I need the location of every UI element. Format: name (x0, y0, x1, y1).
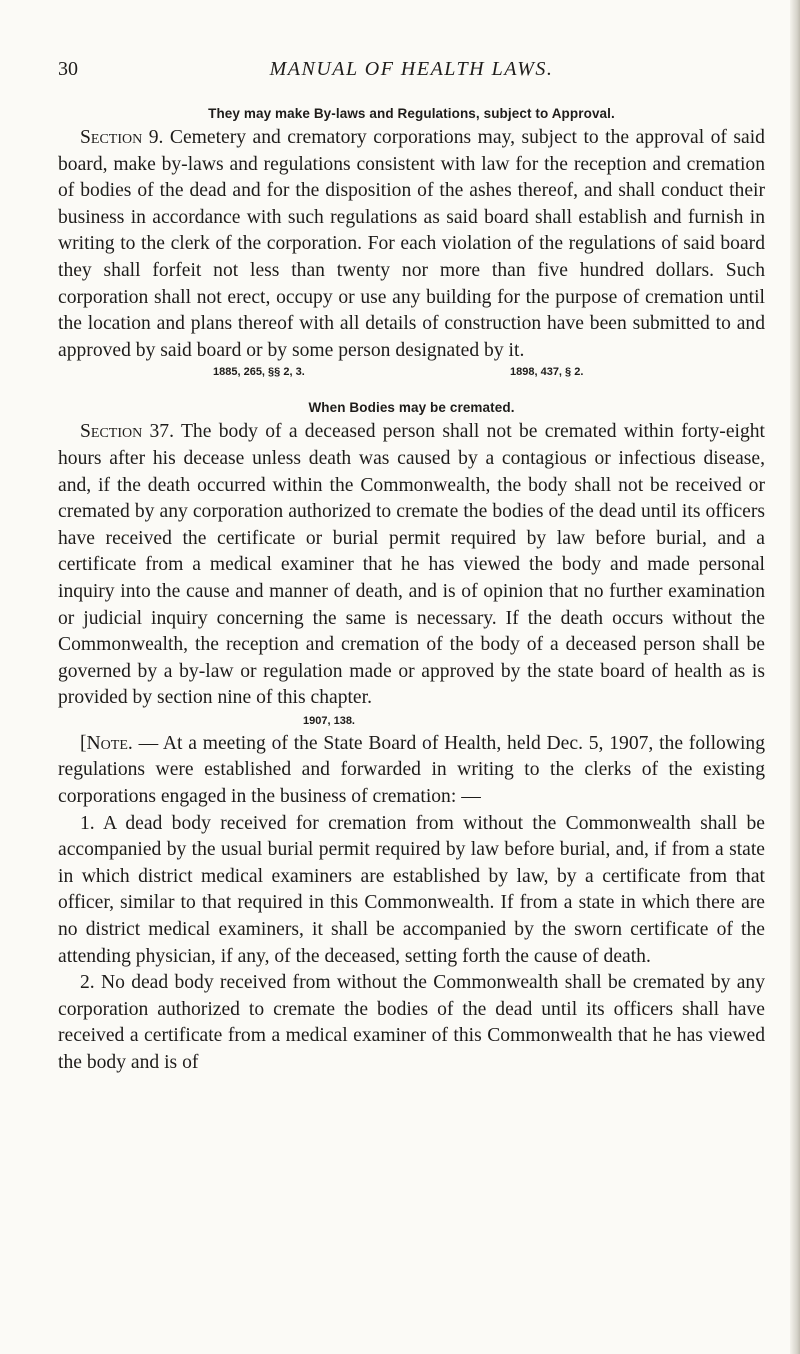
running-header (58, 48, 765, 88)
note-intro-paragraph (58, 731, 765, 811)
note-item-1: 1. A dead body received for cremation from without the Commonwealth shall be accompanied by the usual burial permit required by law before burial, and, if from a state in which district medical examiners are established by law, by a certificate from that officer, similar to that required in this Commonwealth. If from a state in which there are no district medical examiners, it shall be accompanied by the sworn certificate of the attending physician, if any, of the deceased, setting forth the cause of death. (58, 812, 765, 967)
note-item-2: 2. No dead body received from without the Commonwealth shall be cremated by any corporation authorized to cremate the bodies of the dead until its officers shall have received a certificate from a medical examiner of this Commonwealth that he has viewed the body and is of (58, 972, 765, 1073)
running-title: MANUAL OF HEALTH LAWS. (269, 58, 554, 80)
section-37-text: The body of a deceased person shall not be cremated within forty-eight hours after his decease unless death was caused by a contagious or infectious disease, and, if the death occurred within the Commonwealth, the body shall not be received or cremated by any corporation authorized to cremate the bodies of the dead until its officers have received the certificate or burial permit required by law before burial, and a certificate from a medical examiner that he has viewed the body and made personal inquiry into the cause and manner of death, and is of opinion that no further examination or judicial inquiry concerning the same is necessary. If the death occurs without the Commonwealth, the reception and cremation of the body of a deceased person shall be governed by a by-law or regulation made or approved by the state board of health as is provided by section nine of this chapter. (58, 421, 766, 709)
section-37-paragraph (58, 419, 765, 712)
section-9-citations (58, 366, 765, 384)
section-37-label: Section 37. (80, 421, 175, 443)
note-intro-text: — At a meeting of the State Board of Health, held Dec. 5, 1907, the following regulations were established and forwarded in writing to the clerks of the existing corporations engaged in the business of cremation: — (58, 732, 765, 808)
citation-1898: 1898, 437, § 2. (510, 366, 584, 379)
section-9-text: Cemetery and crematory corporations may, subject to the approval of said board, make by-laws and regulations consistent with law for the reception and cremation of bodies of the dead and for the disposition of the ashes thereof, and shall conduct their business in accordance with such regulations as said board shall establish and furnish in writing to the clerk of the corporation. For each violation of the regulations of said board they shall forfeit not less than twenty nor more than five hundred dollars. Such corporation shall not erect, occupy or use any building for the purpose of cremation until the location and plans thereof with all details of construction have been submitted to and approved by said board or by some person designated by it. (58, 127, 765, 361)
citation-1907: 1907, 138. (303, 714, 355, 727)
section-9-paragraph (58, 125, 765, 364)
page-edge (790, 0, 800, 1354)
section-9-heading: They may make By-laws and Regulations, subject to Approval. (208, 106, 615, 121)
document-page (58, 48, 765, 1077)
note-label: [Note. (80, 732, 133, 754)
section-37-citation-row (58, 715, 765, 727)
citation-1885: 1885, 265, §§ 2, 3. (213, 366, 305, 379)
section-37-heading: When Bodies may be cremated. (308, 400, 515, 416)
section-9-label: Section 9. (80, 127, 164, 148)
page-number: 30 (58, 58, 78, 80)
